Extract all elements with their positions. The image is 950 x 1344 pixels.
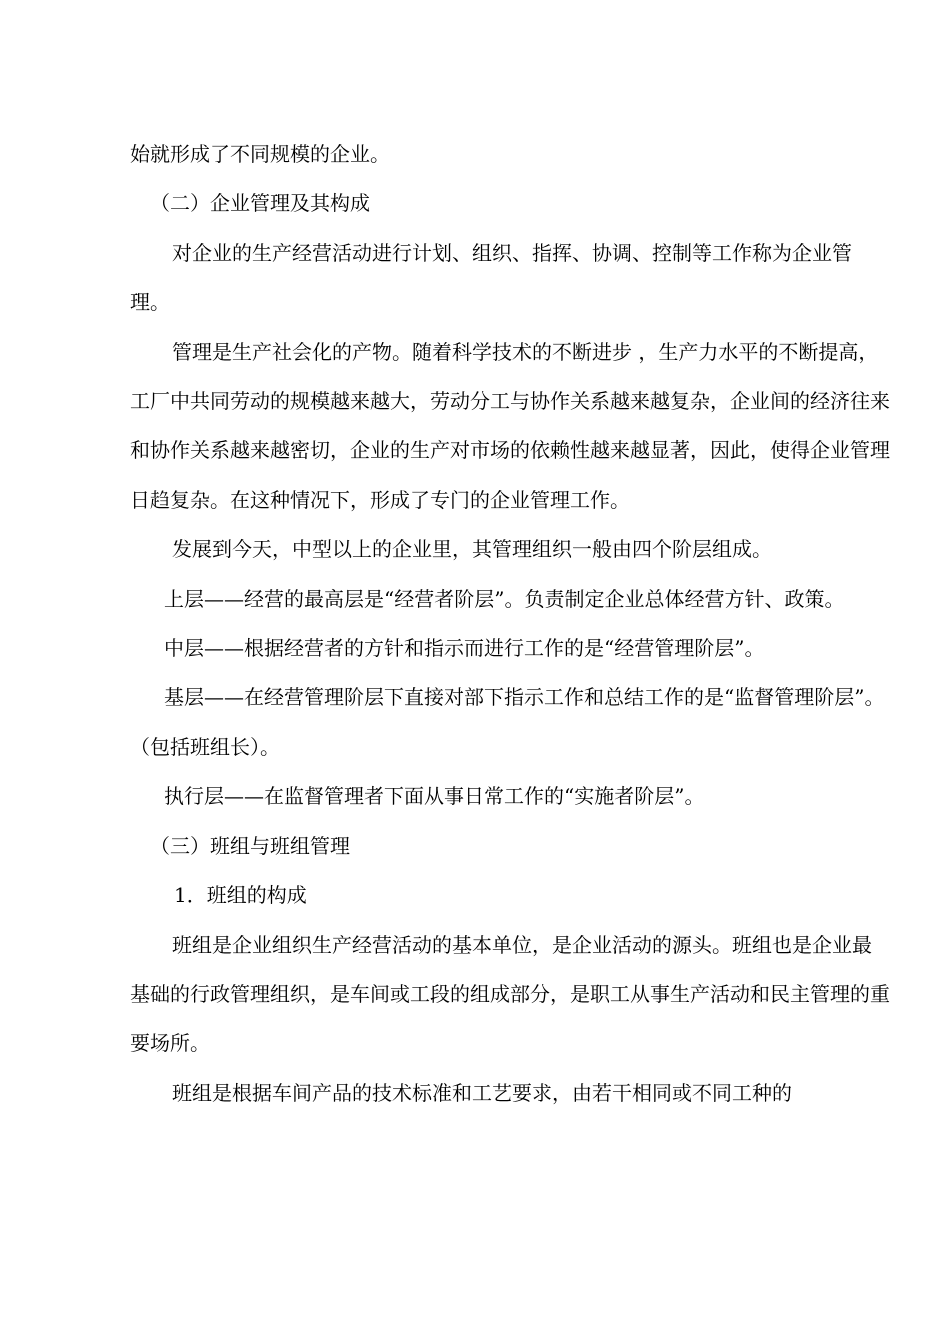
section-heading-enterprise-management: （二）企业管理及其构成	[150, 191, 370, 216]
numbered-heading-team-structure: 1．班组的构成	[174, 883, 307, 908]
paragraph-base-level: 基层——在经营管理阶层下直接对部下指示工作和总结工作的是“监督管理阶层”。（包括班组长）。	[130, 685, 885, 759]
paragraph-upper-level: 上层——经营的最高层是“经营者阶层”。负责制定企业总体经营方针、政策。	[164, 586, 845, 611]
paragraph-team-definition: 班组是企业组织生产经营活动的基本单位，是企业活动的源头。班组也是企业最基础的行政管理组织，是车间或工段的组成部分，是职工从事生产活动和民主管理的重要场所。	[130, 932, 890, 1056]
paragraph-execution-level: 执行层——在监督管理者下面从事日常工作的“实施者阶层”。	[164, 784, 705, 809]
paragraph-team-composition: 班组是根据车间产品的技术标准和工艺要求，由若干相同或不同工种的	[172, 1080, 792, 1105]
paragraph-middle-level: 中层——根据经营者的方针和指示而进行工作的是“经营管理阶层”。	[164, 636, 765, 661]
document-body	[130, 130, 890, 1118]
section-heading-team-management: （三）班组与班组管理	[150, 833, 350, 858]
paragraph-definition: 对企业的生产经营活动进行计划、组织、指挥、协调、控制等工作称为企业管理。	[130, 240, 852, 315]
paragraph-management-origin: 管理是生产社会化的产物。随着科学技术的不断进步 ，生产力水平的不断提高，工厂中共同劳动的规模越来越大，劳动分工与协作关系越来越复杂，企业间的经济往来和协作关系越来越密切，企业的生产对市场的依赖性越来越显著，因此，使得企业管理日趋复杂。在这种情况下，形成了专门的企业管理工作。	[130, 339, 890, 512]
paragraph-continuation: 始就形成了不同规模的企业。	[130, 142, 390, 166]
paragraph-four-levels: 发展到今天，中型以上的企业里，其管理组织一般由四个阶层组成。	[172, 537, 772, 562]
